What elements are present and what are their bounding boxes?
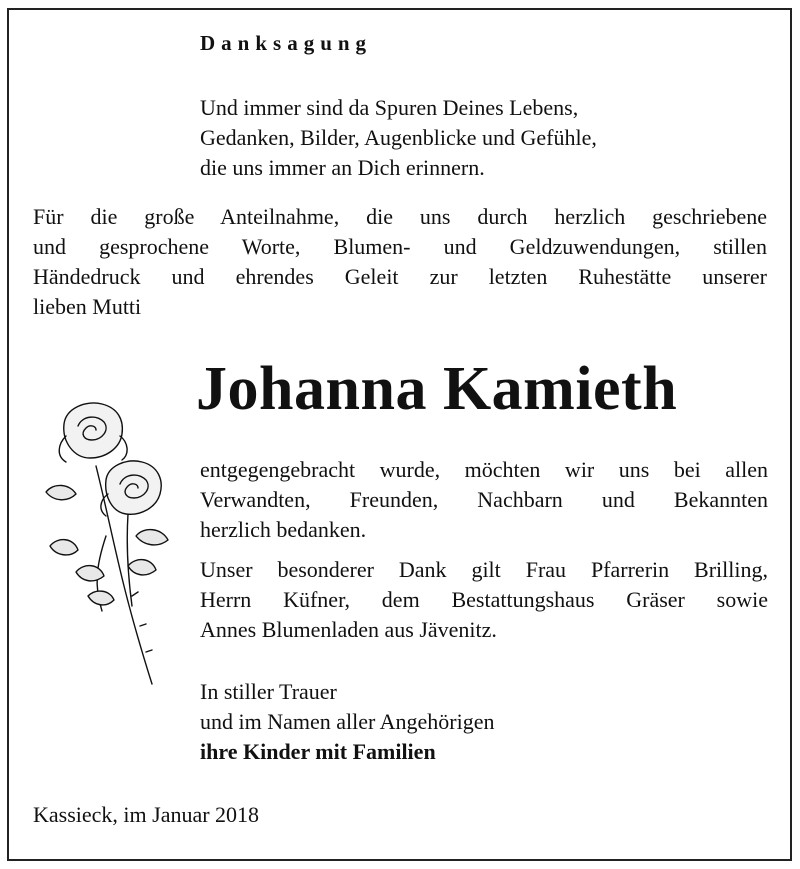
poem-line: die uns immer an Dich erinnern. — [200, 155, 485, 180]
rose-leaf — [76, 566, 104, 581]
thanks-line: entgegengebracht wurde, möchten wir uns bei allen — [200, 457, 768, 482]
rose-leaf — [88, 591, 114, 605]
rose-leaf — [136, 530, 168, 545]
rose-leaf — [128, 560, 156, 575]
intro-line: und gesprochene Worte, Blumen- und Geldzuwendungen, stillen — [33, 234, 767, 259]
intro-paragraph — [33, 202, 767, 322]
rose-stem — [127, 514, 132, 606]
heading: Danksagung — [200, 31, 373, 55]
thanks-paragraph — [200, 455, 768, 545]
rose-leaf — [50, 540, 78, 555]
rose-icon — [36, 396, 176, 686]
poem-line: Und immer sind da Spuren Deines Lebens, — [200, 95, 579, 120]
rose-bloom — [106, 461, 162, 514]
closing-line: In stiller Trauer — [200, 679, 337, 704]
rose-bloom — [64, 403, 123, 458]
thanks-line: herzlich bedanken. — [200, 517, 367, 542]
deceased-name: Johanna Kamieth — [196, 355, 678, 423]
intro-line: lieben Mutti — [33, 294, 142, 319]
closing-block — [200, 677, 494, 767]
closing-line: und im Namen aller Angehörigen — [200, 709, 495, 734]
intro-line: Für die große Anteilnahme, die uns durch herzlich geschriebene — [33, 204, 767, 229]
poem-line: Gedanken, Bilder, Augenblicke und Gefühle, — [200, 125, 597, 150]
intro-line: Händedruck und ehrendes Geleit zur letzten Ruhestätte unserer — [33, 264, 767, 289]
special-thanks-line: Herrn Küfner, dem Bestattungshaus Gräser sowie — [200, 587, 768, 612]
place-date: Kassieck, im Januar 2018 — [33, 802, 260, 827]
special-thanks-line: Annes Blumenladen aus Jävenitz. — [200, 617, 497, 642]
poem — [200, 93, 597, 183]
special-thanks-line: Unser besonderer Dank gilt Frau Pfarrerin Brilling, — [200, 557, 768, 582]
rose-leaf — [46, 485, 76, 499]
signature: ihre Kinder mit Familien — [200, 739, 436, 764]
special-thanks-paragraph — [200, 555, 768, 645]
thanks-line: Verwandten, Freunden, Nachbarn und Bekannten — [200, 487, 768, 512]
